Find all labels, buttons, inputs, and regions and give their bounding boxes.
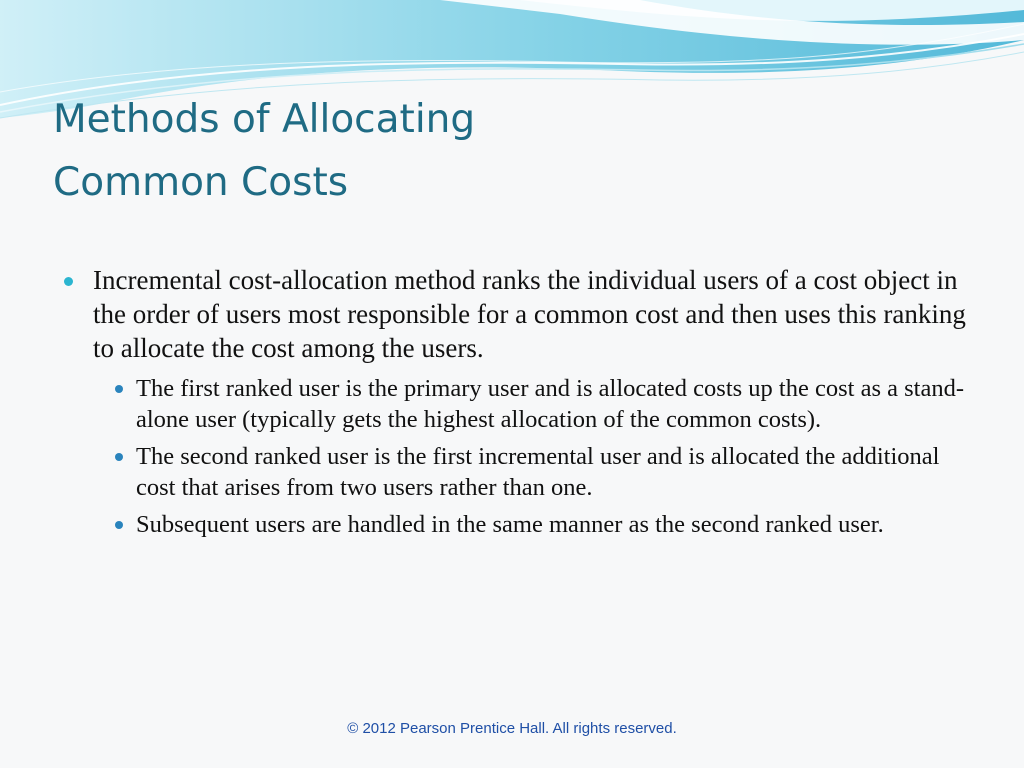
sub-bullet-text: Subsequent users are handled in the same manner as the second ranked user. — [136, 511, 884, 538]
sub-bullet-dot-icon — [115, 453, 123, 461]
bullet-dot-icon — [64, 277, 73, 286]
sub-bullet-dot-icon — [115, 385, 123, 393]
title-line-1: Methods of Allocating — [53, 97, 476, 142]
bullet-item-incremental-method — [62, 263, 982, 540]
copyright-footer: © 2012 Pearson Prentice Hall. All rights reserved. — [347, 720, 677, 737]
sub-bullet-text: The second ranked user is the first incremental user and is allocated the additional cost that arises from two users rather than one. — [136, 443, 940, 501]
sub-bullet-text: The first ranked user is the primary user and is allocated costs up the cost as a stand-alone user (typically gets the highest allocation of the common costs). — [136, 375, 964, 433]
sub-bullet-list — [111, 373, 982, 540]
sub-bullet-dot-icon — [115, 521, 123, 529]
slide-title — [53, 88, 475, 214]
slide-body — [62, 263, 982, 546]
sub-bullet-item-second-user — [111, 441, 966, 503]
bullet-text: Incremental cost-allocation method ranks the individual users of a cost object in the order of users most responsible for a common cost and then uses this ranking to allocate the cost among the users. — [93, 265, 966, 363]
sub-bullet-item-subsequent-users — [111, 509, 966, 540]
title-line-2: Common Costs — [53, 160, 349, 205]
sub-bullet-item-first-user — [111, 373, 966, 435]
bullet-list — [62, 263, 982, 540]
